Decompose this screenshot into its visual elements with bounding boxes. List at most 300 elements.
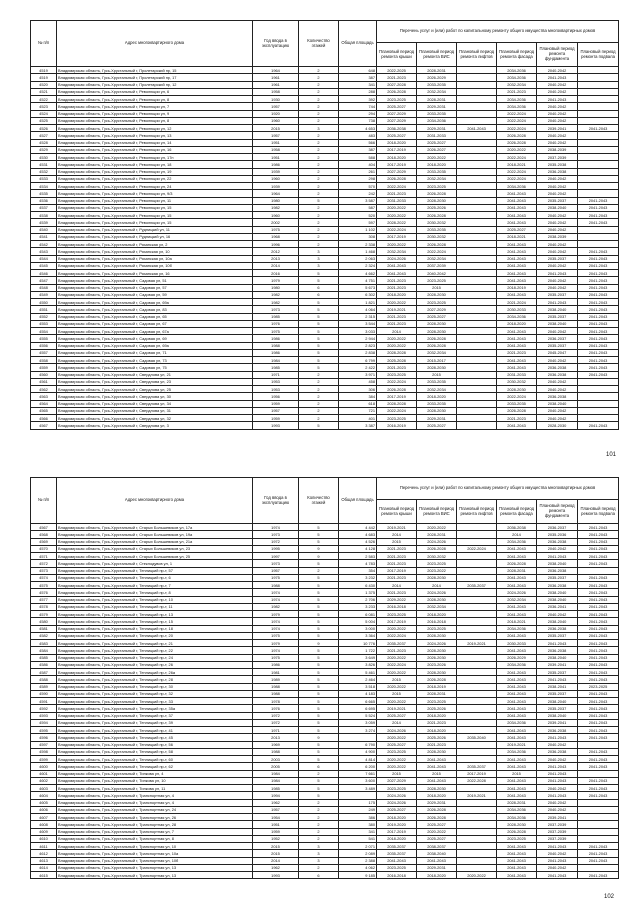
cell-vis: 2030-2032 bbox=[417, 219, 457, 226]
cell-roof: 2015 bbox=[377, 538, 417, 545]
cell-floors: 2 bbox=[299, 806, 339, 813]
cell-area: 3 274 bbox=[339, 727, 377, 734]
cell-roof: 2020-2022 bbox=[377, 299, 417, 306]
cell-basement: 2041-2043 bbox=[578, 857, 619, 864]
cell-foundation: 2041-2043 bbox=[537, 676, 578, 683]
cell-foundation: 2040-2042 bbox=[537, 241, 578, 248]
cell-roof: 2017-2019 bbox=[377, 618, 417, 625]
cell-facade: 2034-2036 bbox=[497, 313, 537, 320]
cell-facade: 2041-2043 bbox=[497, 255, 537, 262]
cell-floors: 2 bbox=[299, 864, 339, 871]
cell-roof: 2020-2022 bbox=[377, 342, 417, 349]
cell-vis: 2018-2020 bbox=[417, 872, 457, 879]
cell-vis: 2029-2031 bbox=[417, 864, 457, 871]
cell-floors: 5 bbox=[299, 741, 339, 748]
cell-address: Владимирская область, Гусь-Хрустальный г, Рязанская ул, 16 bbox=[57, 270, 253, 277]
cell-area: 3 544 bbox=[339, 320, 377, 327]
cell-floors: 5 bbox=[299, 596, 339, 603]
cell-roof: 2041-2043 bbox=[377, 262, 417, 269]
cell-vis: 2018-2020 bbox=[417, 161, 457, 168]
cell-address: Владимирская область, Гусь-Хрустальный г, Свердлова ул, 3 bbox=[57, 422, 253, 429]
cell-lifts bbox=[457, 146, 497, 153]
cell-year: 1973 bbox=[253, 560, 299, 567]
cell-lifts bbox=[457, 161, 497, 168]
cell-address: Владимирская область, Гусь-Хрустальный г, Революции ул, 14 bbox=[57, 139, 253, 146]
cell-num: 4535 bbox=[31, 190, 57, 197]
cell-facade: 2041-2043 bbox=[497, 212, 537, 219]
repair-schedule-table bbox=[30, 477, 619, 879]
cell-basement bbox=[578, 88, 619, 95]
cell-facade: 2041-2043 bbox=[497, 364, 537, 371]
cell-vis: 2026-2028 bbox=[417, 545, 457, 552]
cell-basement: 2041-2043 bbox=[578, 785, 619, 792]
cell-foundation: 2035-2037 bbox=[537, 574, 578, 581]
cell-year: 1973 bbox=[253, 531, 299, 538]
cell-floors: 3 bbox=[299, 125, 339, 132]
cell-facade: 2041-2043 bbox=[497, 872, 537, 879]
table-row bbox=[31, 357, 619, 364]
cell-num: 4567 bbox=[31, 524, 57, 531]
cell-roof: 2021-2023 bbox=[377, 647, 417, 654]
cell-year: 1957 bbox=[253, 567, 299, 574]
cell-lifts bbox=[457, 654, 497, 661]
col-header-area: Общая площадь bbox=[339, 21, 377, 67]
cell-vis: 2030-2032 bbox=[417, 233, 457, 240]
cell-foundation: 2041-2043 bbox=[537, 640, 578, 647]
cell-foundation: 2036-2038 bbox=[537, 625, 578, 632]
table-row bbox=[31, 611, 619, 618]
cell-lifts: 2035-2040 bbox=[457, 734, 497, 741]
cell-lifts bbox=[457, 154, 497, 161]
table-row bbox=[31, 81, 619, 88]
cell-vis: 2020-2022 bbox=[417, 154, 457, 161]
cell-num: 4613 bbox=[31, 857, 57, 864]
cell-facade: 2041-2043 bbox=[497, 756, 537, 763]
cell-floors: 3 bbox=[299, 857, 339, 864]
cell-roof: 2027-2029 bbox=[377, 777, 417, 784]
cell-basement bbox=[578, 799, 619, 806]
cell-num: 4602 bbox=[31, 777, 57, 784]
table-row bbox=[31, 313, 619, 320]
cell-floors: 5 bbox=[299, 712, 339, 719]
table-row bbox=[31, 814, 619, 821]
cell-address: Владимирская область, Гусь-Хрустальный г, Свердлова ул, 34 bbox=[57, 400, 253, 407]
cell-facade: 2028-2030 bbox=[497, 386, 537, 393]
cell-year: 1986 bbox=[253, 349, 299, 356]
cell-roof: 2018-2020 bbox=[377, 154, 417, 161]
cell-area: 401 bbox=[339, 415, 377, 422]
cell-year: 1979 bbox=[253, 611, 299, 618]
cell-address: Владимирская область, Гусь-Хрустальный г, Старых Большевиков ул, 23 bbox=[57, 545, 253, 552]
cell-floors: 5 bbox=[299, 669, 339, 676]
cell-basement: 2041-2043 bbox=[578, 611, 619, 618]
cell-vis: 2026-2028 bbox=[417, 335, 457, 342]
cell-foundation: 2038-2041 bbox=[537, 683, 578, 690]
cell-floors: 2 bbox=[299, 371, 339, 378]
cell-floors: 5 bbox=[299, 574, 339, 581]
cell-floors: 2 bbox=[299, 139, 339, 146]
cell-lifts bbox=[457, 647, 497, 654]
cell-address: Владимирская область, Гусь-Хрустальный г, Революции ул, 18 bbox=[57, 161, 253, 168]
cell-area: 10 776 bbox=[339, 640, 377, 647]
table-row bbox=[31, 219, 619, 226]
cell-facade: 2041-2043 bbox=[497, 785, 537, 792]
cell-roof: 2015 bbox=[377, 770, 417, 777]
cell-roof: 2015 bbox=[377, 690, 417, 697]
cell-roof: 2041-2043 bbox=[377, 270, 417, 277]
cell-vis: 2023-2025 bbox=[417, 277, 457, 284]
cell-lifts bbox=[457, 175, 497, 182]
cell-foundation: 2040-2042 bbox=[537, 864, 578, 871]
cell-facade: 2034-2036 bbox=[497, 806, 537, 813]
cell-num: 4559 bbox=[31, 364, 57, 371]
cell-num: 4589 bbox=[31, 683, 57, 690]
cell-floors: 5 bbox=[299, 611, 339, 618]
cell-lifts bbox=[457, 676, 497, 683]
cell-facade: 2041-2043 bbox=[497, 582, 537, 589]
cell-address: Владимирская область, Гусь-Хрустальный г, Теплицкий пр-т, 18 bbox=[57, 625, 253, 632]
cell-num: 4538 bbox=[31, 212, 57, 219]
cell-roof: 2023-2025 bbox=[377, 611, 417, 618]
cell-facade: 2034-2036 bbox=[497, 183, 537, 190]
cell-num: 4529 bbox=[31, 146, 57, 153]
cell-facade: 2030-2033 bbox=[497, 640, 537, 647]
table-row bbox=[31, 96, 619, 103]
cell-year: 2003 bbox=[253, 756, 299, 763]
cell-num: 4528 bbox=[31, 139, 57, 146]
cell-vis: 2033-2035 bbox=[417, 81, 457, 88]
cell-basement bbox=[578, 96, 619, 103]
cell-num: 4519 bbox=[31, 67, 57, 74]
table-row bbox=[31, 88, 619, 95]
cell-address: Владимирская область, Гусь-Хрустальный г, Садовая ул, 67а bbox=[57, 328, 253, 335]
cell-roof: 2027-2029 bbox=[377, 168, 417, 175]
cell-address: Владимирская область, Гусь-Хрустальный г, Старых Большевиков ул, 25 bbox=[57, 553, 253, 560]
table-row bbox=[31, 712, 619, 719]
cell-year: 1972 bbox=[253, 538, 299, 545]
cell-roof: 2019-2021 bbox=[377, 705, 417, 712]
cell-vis: 2026-2029 bbox=[417, 74, 457, 81]
cell-floors: 2 bbox=[299, 233, 339, 240]
cell-roof: 2020-2022 bbox=[377, 756, 417, 763]
cell-basement: 2041-2043 bbox=[578, 270, 619, 277]
cell-area: 4 683 bbox=[339, 531, 377, 538]
cell-year: 1993 bbox=[253, 872, 299, 879]
cell-lifts bbox=[457, 241, 497, 248]
table-row bbox=[31, 407, 619, 414]
cell-basement: 2041-2043 bbox=[578, 748, 619, 755]
table-row bbox=[31, 74, 619, 81]
cell-basement bbox=[578, 146, 619, 153]
cell-vis: 2028-2031 bbox=[417, 96, 457, 103]
cell-area: 520 bbox=[339, 212, 377, 219]
cell-address: Владимирская область, Гусь-Хрустальный г, Садовая ул, 69 bbox=[57, 335, 253, 342]
table-row bbox=[31, 589, 619, 596]
cell-roof: 2025-2027 bbox=[377, 741, 417, 748]
cell-facade: 2041-2043 bbox=[497, 632, 537, 639]
cell-facade: 2021-2023 bbox=[497, 88, 537, 95]
cell-floors: 6 bbox=[299, 763, 339, 770]
table-row bbox=[31, 748, 619, 755]
cell-foundation: 2028-2030 bbox=[537, 422, 578, 429]
cell-num: 4600 bbox=[31, 763, 57, 770]
cell-floors: 9 bbox=[299, 640, 339, 647]
cell-floors: 2 bbox=[299, 241, 339, 248]
cell-floors: 5 bbox=[299, 560, 339, 567]
cell-area: 570 bbox=[339, 183, 377, 190]
cell-vis: 2037-2039 bbox=[417, 262, 457, 269]
table-row bbox=[31, 777, 619, 784]
cell-basement: 2041-2043 bbox=[578, 669, 619, 676]
cell-facade: 2031-2033 bbox=[497, 371, 537, 378]
cell-roof: 2017-2019 bbox=[377, 146, 417, 153]
cell-facade: 2030-2033 bbox=[497, 306, 537, 313]
table-row bbox=[31, 284, 619, 291]
cell-floors: 6 bbox=[299, 872, 339, 879]
cell-facade: 2041-2043 bbox=[497, 777, 537, 784]
cell-area: 3 232 bbox=[339, 574, 377, 581]
cell-address: Владимирская область, Гусь-Хрустальный г, Садовая ул, 51 bbox=[57, 277, 253, 284]
cell-roof: 2017-2019 bbox=[377, 567, 417, 574]
cell-floors: 2 bbox=[299, 567, 339, 574]
cell-facade: 2041-2043 bbox=[497, 241, 537, 248]
cell-year: 1982 bbox=[253, 204, 299, 211]
table-row bbox=[31, 270, 619, 277]
cell-num: 4526 bbox=[31, 125, 57, 132]
cell-foundation: 2035-2037 bbox=[537, 313, 578, 320]
cell-num: 4578 bbox=[31, 603, 57, 610]
cell-roof: 2019-2021 bbox=[377, 306, 417, 313]
cell-lifts bbox=[457, 828, 497, 835]
cell-num: 4603 bbox=[31, 785, 57, 792]
cell-basement: 2041-2043 bbox=[578, 422, 619, 429]
cell-year: 1960 bbox=[253, 175, 299, 182]
cell-lifts bbox=[457, 386, 497, 393]
cell-year: 1951 bbox=[253, 139, 299, 146]
cell-roof: 2029-2022 bbox=[377, 596, 417, 603]
table-row bbox=[31, 349, 619, 356]
repair-schedule-table bbox=[30, 20, 619, 430]
cell-foundation: 2041-2043 bbox=[537, 777, 578, 784]
cell-floors: 2 bbox=[299, 226, 339, 233]
cell-foundation: 2035-2037 bbox=[537, 197, 578, 204]
cell-year: 1958 bbox=[253, 88, 299, 95]
cell-lifts bbox=[457, 814, 497, 821]
col-header-basement: Плановый период ремонта подвала bbox=[578, 500, 619, 524]
cell-roof: 2035-2037 bbox=[377, 843, 417, 850]
table-row bbox=[31, 719, 619, 726]
cell-address: Владимирская область, Гусь-Хрустальный г, Революции ул, 13 bbox=[57, 132, 253, 139]
cell-roof: 2026-2028 bbox=[377, 175, 417, 182]
cell-basement bbox=[578, 400, 619, 407]
cell-basement: 2041-2043 bbox=[578, 545, 619, 552]
cell-area: 4 662 bbox=[339, 270, 377, 277]
table-row bbox=[31, 763, 619, 770]
table-row bbox=[31, 734, 619, 741]
cell-num: 4614 bbox=[31, 864, 57, 871]
cell-vis: 2028-2030 bbox=[417, 291, 457, 298]
cell-num: 4522 bbox=[31, 96, 57, 103]
cell-num: 4541 bbox=[31, 233, 57, 240]
cell-address: Владимирская область, Гусь-Хрустальный г, Теплицкий пр-т, 39 bbox=[57, 719, 253, 726]
table-row bbox=[31, 705, 619, 712]
cell-vis: 2022-2024 bbox=[417, 248, 457, 255]
cell-floors: 5 bbox=[299, 313, 339, 320]
cell-floors: 3 bbox=[299, 843, 339, 850]
cell-num: 4551 bbox=[31, 306, 57, 313]
table-row bbox=[31, 654, 619, 661]
cell-address: Владимирская область, Гусь-Хрустальный г, Пролетарский пр, 17 bbox=[57, 74, 253, 81]
col-header-year: Год ввода в эксплуатацию bbox=[253, 21, 299, 67]
cell-lifts bbox=[457, 618, 497, 625]
cell-facade: 2034-2036 bbox=[497, 538, 537, 545]
cell-address: Владимирская область, Гусь-Хрустальный г, Свердлова ул, 21 bbox=[57, 371, 253, 378]
col-header-address: Адрес многоквартирного дома bbox=[57, 478, 253, 524]
cell-area: 294 bbox=[339, 110, 377, 117]
cell-foundation: 2040-2042 bbox=[537, 756, 578, 763]
table-body bbox=[31, 524, 619, 879]
cell-foundation: 2038-2039 bbox=[537, 146, 578, 153]
cell-facade: 2034-2036 bbox=[497, 661, 537, 668]
cell-address: Владимирская область, Гусь-Хрустальный г, Теплицкий пр-т, 20 bbox=[57, 632, 253, 639]
cell-roof: 2020-2022 bbox=[377, 763, 417, 770]
cell-vis: 2015-2017 bbox=[417, 357, 457, 364]
cell-lifts bbox=[457, 190, 497, 197]
cell-facade: 2028-2031 bbox=[497, 799, 537, 806]
cell-vis: 2028-2030 bbox=[417, 785, 457, 792]
cell-lifts bbox=[457, 560, 497, 567]
cell-foundation: 2040-2042 bbox=[537, 850, 578, 857]
cell-address: Владимирская область, Гусь-Хрустальный г, Транспортная ул, 13 bbox=[57, 864, 253, 871]
cell-facade: 2023-2025 bbox=[497, 835, 537, 842]
cell-facade: 2018-2021 bbox=[497, 161, 537, 168]
cell-year: 1975 bbox=[253, 632, 299, 639]
cell-vis: 2016-2018 bbox=[417, 618, 457, 625]
cell-foundation: 2036-2041 bbox=[537, 603, 578, 610]
table-row bbox=[31, 241, 619, 248]
cell-lifts bbox=[457, 110, 497, 117]
cell-basement bbox=[578, 567, 619, 574]
cell-area: 387 bbox=[339, 74, 377, 81]
cell-facade: 2041-2043 bbox=[497, 357, 537, 364]
cell-foundation: 2039-2041 bbox=[537, 661, 578, 668]
table-row bbox=[31, 582, 619, 589]
page-number: 102 bbox=[604, 894, 615, 900]
cell-floors: 2 bbox=[299, 770, 339, 777]
cell-lifts bbox=[457, 567, 497, 574]
cell-year: 1982 bbox=[253, 603, 299, 610]
table-row bbox=[31, 262, 619, 269]
table-row bbox=[31, 204, 619, 211]
cell-num: 4585 bbox=[31, 654, 57, 661]
cell-basement bbox=[578, 241, 619, 248]
cell-year: 1997 bbox=[253, 553, 299, 560]
cell-lifts bbox=[457, 632, 497, 639]
cell-basement bbox=[578, 770, 619, 777]
table-row bbox=[31, 364, 619, 371]
cell-facade: 2018-2019 bbox=[497, 284, 537, 291]
cell-facade: 2041-2043 bbox=[497, 683, 537, 690]
cell-roof: 2021-2023 bbox=[377, 320, 417, 327]
cell-foundation: 2038-2040 bbox=[537, 589, 578, 596]
cell-vis: 2028-2031 bbox=[417, 67, 457, 74]
cell-area: 2 838 bbox=[339, 349, 377, 356]
cell-vis: 2028-2030 bbox=[417, 669, 457, 676]
table-row bbox=[31, 553, 619, 560]
cell-roof: 2015 bbox=[377, 676, 417, 683]
cell-num: 4576 bbox=[31, 589, 57, 596]
cell-foundation: 2036-2037 bbox=[537, 524, 578, 531]
cell-roof: 2017-2019 bbox=[377, 161, 417, 168]
cell-lifts bbox=[457, 756, 497, 763]
cell-lifts bbox=[457, 81, 497, 88]
cell-area: 5 524 bbox=[339, 712, 377, 719]
cell-num: 4540 bbox=[31, 226, 57, 233]
cell-area: 354 bbox=[339, 567, 377, 574]
cell-vis: 2033-2035 bbox=[417, 378, 457, 385]
cell-address: Владимирская область, Гусь-Хрустальный г, Революции ул, 15 bbox=[57, 212, 253, 219]
cell-area: 6 430 bbox=[339, 582, 377, 589]
table-row bbox=[31, 625, 619, 632]
cell-facade: 2041-2043 bbox=[497, 611, 537, 618]
cell-year: 1985 bbox=[253, 364, 299, 371]
cell-roof: 2020-2022 bbox=[377, 625, 417, 632]
cell-foundation: 2036-2038 bbox=[537, 647, 578, 654]
cell-roof: 2020-2022 bbox=[377, 669, 417, 676]
cell-roof: 2018-2020 bbox=[377, 139, 417, 146]
cell-floors: 5 bbox=[299, 328, 339, 335]
cell-area: 4 062 bbox=[339, 864, 377, 871]
cell-roof: 2020-2022 bbox=[377, 204, 417, 211]
cell-floors: 2 bbox=[299, 183, 339, 190]
cell-year: 1996 bbox=[253, 241, 299, 248]
cell-num: 4572 bbox=[31, 560, 57, 567]
cell-year: 2014 bbox=[253, 857, 299, 864]
cell-foundation: 2040-2042 bbox=[537, 212, 578, 219]
cell-facade: 2041-2043 bbox=[497, 690, 537, 697]
cell-vis: 2032-2034 bbox=[417, 88, 457, 95]
cell-vis: 2024-2026 bbox=[417, 589, 457, 596]
cell-roof: 2025-2027 bbox=[377, 132, 417, 139]
cell-area: 6 302 bbox=[339, 291, 377, 298]
cell-facade: 2041-2043 bbox=[497, 857, 537, 864]
cell-basement bbox=[578, 161, 619, 168]
cell-num: 4596 bbox=[31, 734, 57, 741]
cell-foundation: 2039-2041 bbox=[537, 814, 578, 821]
cell-area: 341 bbox=[339, 828, 377, 835]
cell-basement: 2041-2043 bbox=[578, 719, 619, 726]
cell-area: 242 bbox=[339, 190, 377, 197]
cell-floors: 2 bbox=[299, 96, 339, 103]
cell-lifts: 2019-2021 bbox=[457, 792, 497, 799]
cell-basement: 2041-2043 bbox=[578, 632, 619, 639]
cell-basement: 2041-2043 bbox=[578, 690, 619, 697]
cell-vis: 2028-2030 bbox=[417, 407, 457, 414]
cell-facade: 2041-2043 bbox=[497, 676, 537, 683]
cell-lifts bbox=[457, 226, 497, 233]
cell-lifts bbox=[457, 553, 497, 560]
cell-foundation: 2038-2040 bbox=[537, 306, 578, 313]
cell-area: 1 375 bbox=[339, 589, 377, 596]
cell-vis: 2026-2028 bbox=[417, 806, 457, 813]
cell-vis: 2025-2027 bbox=[417, 821, 457, 828]
cell-lifts bbox=[457, 233, 497, 240]
cell-vis: 2025-2026 bbox=[417, 204, 457, 211]
cell-num: 4532 bbox=[31, 168, 57, 175]
cell-num: 4607 bbox=[31, 814, 57, 821]
cell-facade: 2032-2034 bbox=[497, 596, 537, 603]
cell-roof: 2026-2028 bbox=[377, 386, 417, 393]
